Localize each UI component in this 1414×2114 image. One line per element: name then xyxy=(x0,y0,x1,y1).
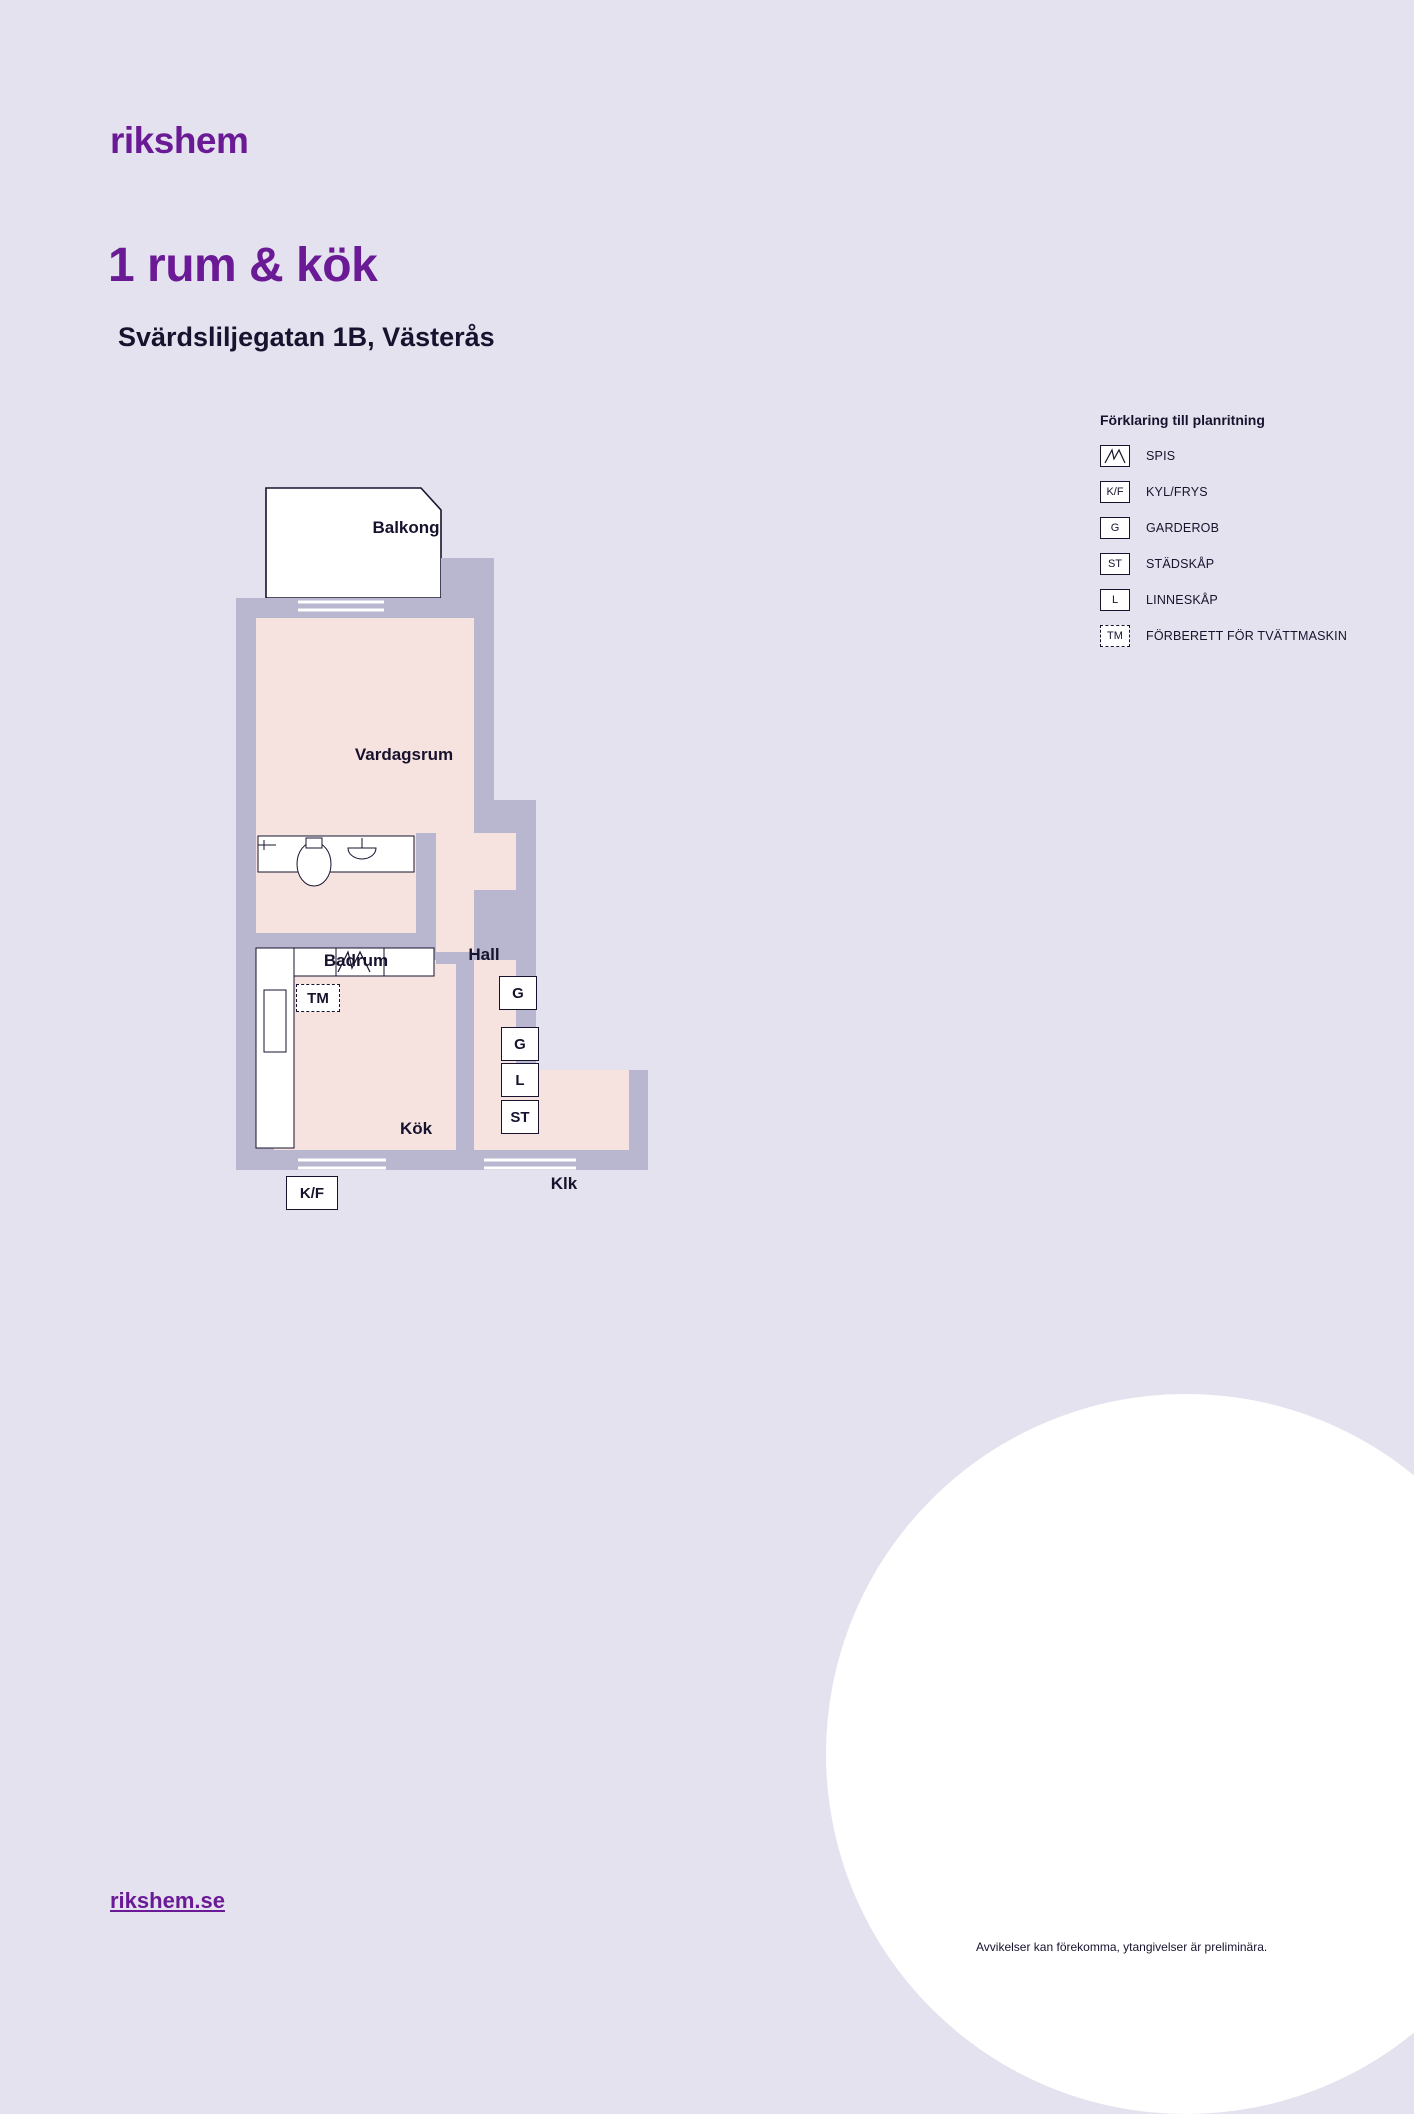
stove-icon xyxy=(1100,445,1130,467)
legend-item-garderob xyxy=(1100,514,1360,542)
disclaimer-text: Avvikelser kan förekomma, ytangivelser är preliminära. xyxy=(976,1940,1268,1954)
fridge-freezer-icon: K/F xyxy=(1100,481,1130,503)
legend-label: STÄDSKÅP xyxy=(1146,556,1215,571)
legend-label: LINNESKÅP xyxy=(1146,592,1218,607)
room-label-badrum: Badrum xyxy=(323,951,389,970)
marker-garderob-1: G xyxy=(499,976,537,1010)
legend-item-tvattmaskin xyxy=(1100,622,1360,650)
marker-linneskap: L xyxy=(501,1063,539,1097)
marker-tm: TM xyxy=(296,984,340,1012)
legend-title: Förklaring till planritning xyxy=(1100,412,1265,428)
marker-stadskap: ST xyxy=(501,1100,539,1134)
marker-garderob-2: G xyxy=(501,1027,539,1061)
legend-label: FÖRBERETT FÖR TVÄTTMASKIN xyxy=(1146,628,1348,643)
room-label-klk: Klk xyxy=(550,1174,578,1193)
legend-item-kylfrys xyxy=(1100,478,1360,506)
room-label-vardagsrum: Vardagsrum xyxy=(354,745,454,764)
rikshem-logo: rikshem xyxy=(110,120,249,161)
cleaning-cabinet-icon: ST xyxy=(1100,553,1130,575)
room-label-balkong: Balkong xyxy=(372,518,440,537)
website-link[interactable]: rikshem.se xyxy=(110,1888,225,1913)
marker-kylfrys: K/F xyxy=(286,1176,338,1210)
floorplan-drawing xyxy=(236,470,756,1210)
wardrobe-icon: G xyxy=(1100,517,1130,539)
room-label-kok: Kök xyxy=(399,1119,433,1138)
legend-item-linneskap xyxy=(1100,586,1360,614)
property-address: Svärdsliljegatan 1B, Västerås xyxy=(118,322,495,352)
linen-cabinet-icon: L xyxy=(1100,589,1130,611)
legend-item-stadskap xyxy=(1100,550,1360,578)
legend-label: SPIS xyxy=(1146,448,1176,463)
legend-label: KYL/FRYS xyxy=(1146,484,1208,499)
washing-machine-icon: TM xyxy=(1100,625,1130,647)
decorative-circle xyxy=(826,1394,1414,2114)
legend-label: GARDEROB xyxy=(1146,520,1220,535)
floorplan xyxy=(236,470,756,1210)
room-label-hall: Hall xyxy=(468,945,500,964)
legend xyxy=(1100,412,1360,658)
page-title: 1 rum & kök xyxy=(108,239,378,292)
legend-item-spis xyxy=(1100,442,1360,470)
